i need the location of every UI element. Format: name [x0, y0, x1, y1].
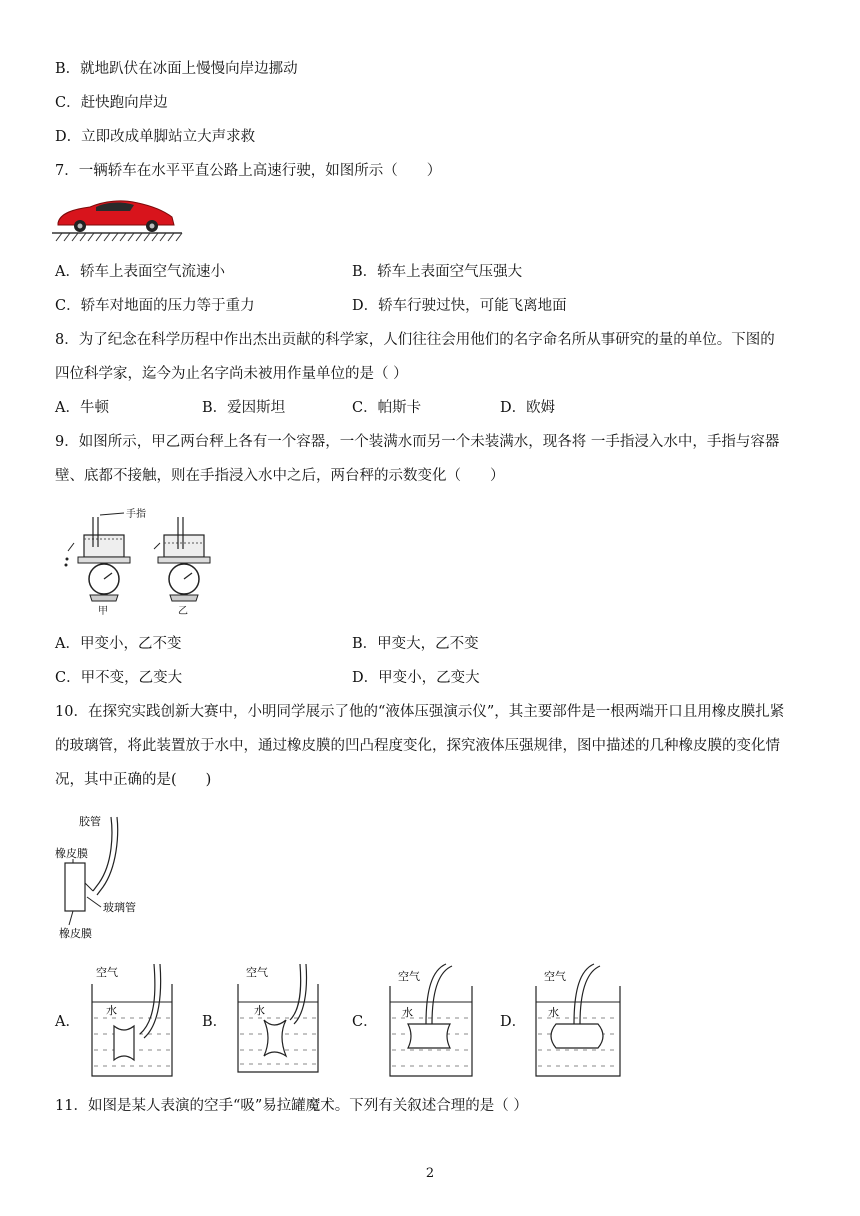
q9-option-c: C．甲不变，乙变大 [55, 670, 183, 686]
q7-option-d: D．轿车行驶过快，可能飞离地面 [352, 298, 567, 314]
q11-stem: 11．如图是某人表演的空手“吸”易拉罐魔术。下列有关叙述合理的是（ ） [55, 1098, 528, 1114]
q10-option-a-figure [88, 960, 180, 1078]
q8-stem-line2: 四位科学家，迄今为止名字尚未被用作量单位的是（ ） [55, 366, 408, 382]
air-label-d: 空气 [544, 970, 566, 983]
q9-option-d: D．甲变小，乙变大 [352, 670, 480, 686]
hose-label: 胶管 [79, 815, 101, 828]
membrane-bottom-label: 橡皮膜 [59, 927, 92, 940]
q7-stem: 7．一辆轿车在水平平直公路上高速行驶，如图所示（ ） [55, 163, 442, 179]
air-label-a: 空气 [96, 966, 118, 979]
q10-option-b: B． [202, 1014, 228, 1030]
water-label-d: 水 [548, 1006, 559, 1019]
q10-option-a: A． [55, 1014, 80, 1030]
q7-option-c: C．轿车对地面的压力等于重力 [55, 298, 255, 314]
q10-option-c-figure [386, 960, 478, 1078]
q10-stem-line2: 的玻璃管，将此装置放于水中，通过橡皮膜的凹凸程度变化，探究液体压强规律，图中描述的几种橡皮膜的变化情 [55, 738, 780, 754]
q10-stem-line3: 况，其中正确的是( ) [55, 772, 212, 788]
q8-option-a: A．牛顿 [55, 400, 109, 416]
q10-option-d: D． [500, 1014, 527, 1030]
q8-option-d: D．欧姆 [500, 400, 556, 416]
q7-car-figure [52, 195, 184, 243]
q9-stem-line1: 9．如图所示，甲乙两台秤上各有一个容器，一个装满水而另一个未装满水，现各将 一手指浸入水中，手指与容器 [55, 434, 780, 450]
air-label-c: 空气 [398, 970, 420, 983]
q9-option-b: B．甲变大，乙不变 [352, 636, 479, 652]
q10-option-c: C． [352, 1014, 378, 1030]
q6-option-d: D．立即改成单脚站立大声求救 [55, 129, 256, 145]
q9-stem-line2: 壁、底都不接触，则在手指浸入水中之后，两台秤的示数变化（ ） [55, 468, 505, 484]
q9-scales-figure [60, 503, 216, 618]
water-label-b: 水 [254, 1004, 265, 1017]
q10-stem-line1: 10．在探究实践创新大赛中，小明同学展示了他的“液体压强演示仪”，其主要部件是一根两端开口且用橡皮膜扎紧 [55, 704, 785, 720]
ground-hatch [52, 233, 182, 241]
finger-label: 手指 [126, 509, 146, 520]
q7-option-a: A．轿车上表面空气流速小 [55, 264, 225, 280]
q10-apparatus-figure [55, 813, 165, 943]
q6-option-b: B．就地趴伏在冰面上慢慢向岸边挪动 [55, 61, 298, 77]
membrane-top-label: 橡皮膜 [55, 847, 88, 860]
air-label-b: 空气 [246, 966, 268, 979]
q8-option-b: B．爱因斯坦 [202, 400, 286, 416]
q7-option-b: B．轿车上表面空气压强大 [352, 264, 523, 280]
q10-option-d-figure [532, 960, 624, 1078]
q8-stem-line1: 8．为了纪念在科学历程中作出杰出贡献的科学家，人们往往会用他们的名字命名所从事研究的量的单位。下图的 [55, 332, 775, 348]
page-number: 2 [425, 1166, 435, 1181]
car-icon [58, 201, 174, 232]
yi-label: 乙 [178, 606, 188, 617]
glass-tube-label: 玻璃管 [103, 901, 136, 914]
water-label-c: 水 [402, 1006, 413, 1019]
q10-option-b-figure [234, 960, 326, 1078]
q6-option-c: C．赶快跑向岸边 [55, 95, 168, 111]
scale-yi [154, 517, 210, 601]
water-label-a: 水 [106, 1004, 117, 1017]
jia-label: 甲 [98, 606, 108, 617]
q9-option-a: A．甲变小，乙不变 [55, 636, 182, 652]
q8-option-c: C．帕斯卡 [352, 400, 422, 416]
scale-jia [65, 517, 131, 601]
